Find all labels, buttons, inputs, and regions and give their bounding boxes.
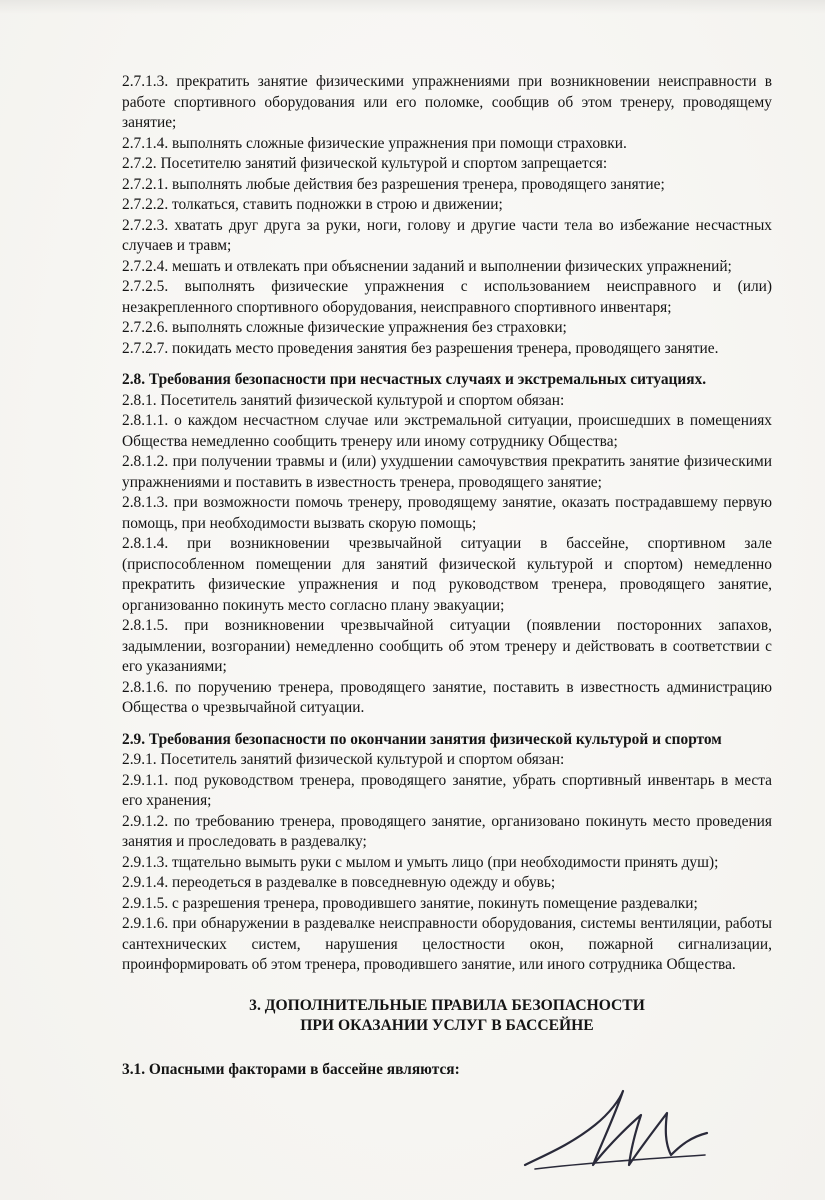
paragraph: 2.7.2.3. хватать друг друга за руки, ноги, голову и другие части тела во избежание несчастных случаев и травм; [122,216,772,254]
paragraph: 2.7.2.7. покидать место проведения занятия без разрешения тренера, проводящего занятие. [122,339,719,357]
paragraph: 2.9.1.6. при обнаружении в раздевалке неисправности оборудования, системы вентиляции, работы сантехнических систем, нарушения целостности окон, пожарной сигнализации, проинформировать об этом тренера, проводившего занятие, или иного сотрудника Общества. [122,915,772,973]
section-subheading: 3.1. Опасными факторами в бассейне являются: [122,1060,460,1078]
paragraph: 2.7.1.4. выполнять сложные физические упражнения при помощи страховки. [122,134,627,152]
handwritten-signature [515,1085,715,1175]
paragraph: 2.8.1.5. при возникновении чрезвычайной ситуации (появлении посторонних запахов, задымлении, возгорании) немедленно сообщить об этом тренеру и действовать в соответствии с его указаниями; [122,617,772,675]
paragraph: 2.8.1.4. при возникновении чрезвычайной ситуации в бассейне, спортивном зале (приспособленном помещении для занятий физической культурой и спортом) немедленно прекратить физические упражнения и под руководством тренера, проводящего занятие, организованно покинуть место согласно плану эвакуации; [122,535,772,614]
document-body [122,72,772,1080]
paragraph: 2.9.1.5. с разрешения тренера, проводившего занятие, покинуть помещение раздевалки; [122,894,698,912]
paragraph: 2.9.1.3. тщательно вымыть руки с мылом и умыть лицо (при необходимости принять душ); [122,853,719,871]
paragraph: 2.8.1. Посетитель занятий физической культурой и спортом обязан: [122,391,565,409]
paragraph: 2.7.2.1. выполнять любые действия без разрешения тренера, проводящего занятие; [122,175,665,193]
paragraph: 2.7.2.2. толкаться, ставить подножки в строю и движении; [122,196,503,213]
paragraph: 2.9.1.2. по требованию тренера, проводящего занятие, организовано покинуть место проведения занятия и проследовать в раздевалку; [122,812,772,850]
paragraph: 2.8.1.1. о каждом несчастном случае или экстремальной ситуации, происшедших в помещениях Общества немедленно сообщить тренеру или иному сотруднику Общества; [122,412,772,450]
chapter-title-line-2: ПРИ ОКАЗАНИИ УСЛУГ В БАССЕЙНЕ [300,1016,594,1034]
section-heading: 2.8. Требования безопасности при несчастных случаях и экстремальных ситуациях. [122,371,707,388]
paragraph: 2.7.2.6. выполнять сложные физические упражнения без страховки; [122,319,567,336]
paragraph: 2.8.1.3. при возможности помочь тренеру, проводящему занятие, оказать пострадавшему первую помощь, при необходимости вызвать скорую помощь; [122,494,772,532]
paragraph: 2.9.1.4. переодеться в раздевалке в повседневную одежду и обувь; [122,874,556,891]
chapter-title-line-1: 3. ДОПОЛНИТЕЛЬНЫЕ ПРАВИЛА БЕЗОПАСНОСТИ [249,996,645,1014]
paragraph: 2.8.1.2. при получении травмы и (или) ухудшении самочувствия прекратить занятие физическими упражнениями и поставить в известность тренера, проводящего занятие; [122,453,772,491]
section-heading: 2.9. Требования безопасности по окончании занятия физической культурой и спортом [122,730,722,748]
paragraph-list [122,72,772,976]
paragraph: 2.7.2.4. мешать и отвлекать при объяснении заданий и выполнении физических упражнений; [122,257,732,275]
paragraph: 2.9.1.1. под руководством тренера, проводящего занятие, убрать спортивный инвентарь в места его хранения; [122,771,772,809]
paragraph: 2.7.2.5. выполнять физические упражнения с использованием неисправного и (или) незакрепленного спортивного оборудования, неисправного спортивного инвентаря; [122,278,772,316]
paragraph: 2.7.1.3. прекратить занятие физическими упражнениями при возникновении неисправности в работе спортивного оборудования или его поломке, сообщив об этом тренеру, проводящему занятие; [122,73,772,131]
paragraph: 2.9.1. Посетитель занятий физической культурой и спортом обязан: [122,751,565,768]
paragraph: 2.7.2. Посетителю занятий физической культурой и спортом запрещается: [122,155,608,172]
chapter-title [122,996,772,1036]
paragraph: 2.8.1.6. по поручению тренера, проводящего занятие, поставить в известность администрацию Общества о чрезвычайной ситуации. [122,678,772,716]
